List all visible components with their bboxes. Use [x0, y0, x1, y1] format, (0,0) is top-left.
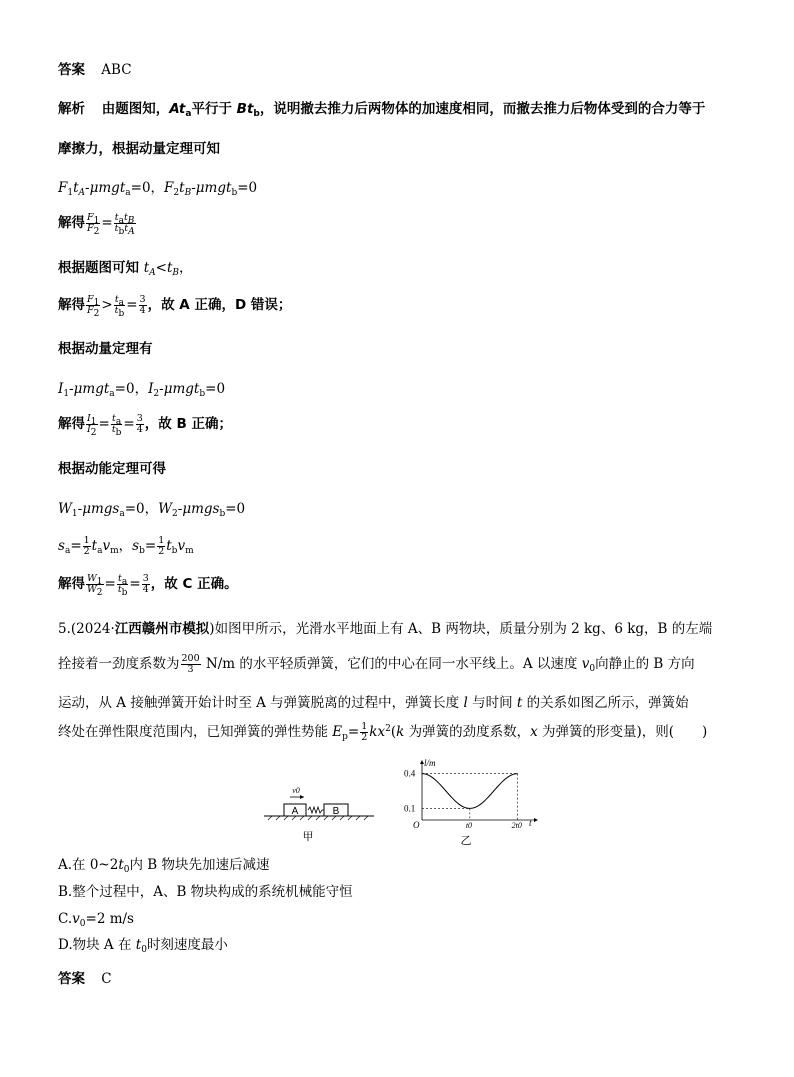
equation-impulse-ratio: 解得 $\frac{I_1}{I_2}$ = $\frac{t_a}{t_b}$ = $\frac{3}{4}$ ，故 B 正确；: [58, 413, 232, 438]
y-tick-0.1: 0.1: [404, 803, 416, 814]
answer-label: 答案: [58, 62, 85, 78]
series-line: [422, 774, 518, 809]
velocity-label: v0: [292, 786, 300, 795]
option-b: B.整个过程中，A、B 物块构成的系统机械能守恒: [58, 884, 353, 900]
block-b-label: B: [332, 806, 340, 817]
equation-force-ineq: 解得 $\frac{F_1}{F_2}$ > $\frac{t_a}{t_b}$ = $\frac{3}{4}$ ，故 A 正确，D 错误；: [58, 294, 292, 319]
answer-label: 答案: [58, 971, 85, 987]
spring: [308, 807, 324, 813]
question-line-4: 终处在弹性限度范围内，已知弹簧的弹性势能 $E_p=$ $\frac{1}{2}$ $kx^2(k$ 为弹簧的劲度系数，x 为弹簧的形变量)，则( ): [58, 721, 708, 743]
question-line-1: 5.(2024·江西赣州市模拟)如图甲所示，光滑水平地面上有 A、B 两物块，质量分别为 2 kg、6 kg，B 的左端: [58, 621, 713, 637]
equation-momentum-force: $F_1t_A-\mu mgt_a=0$，$F_2t_B-\mu mgt_b=0$: [58, 180, 258, 198]
analysis-line-5: 根据题图可知 $t_A<t_B$，: [58, 260, 193, 278]
y-axis-label: l/m: [424, 758, 436, 768]
origin-label: O: [413, 820, 420, 830]
answer-value: ABC: [101, 62, 132, 78]
block-a-label: A: [291, 806, 299, 817]
equation-work: $W_1-\mu mgs_a=0$，$W_2-\mu mgs_b=0$: [58, 501, 246, 519]
answer-value: C: [101, 971, 112, 987]
chart-marks: [422, 774, 518, 809]
equation-force-ratio: 解得 $\frac{F_1}{F_2}$ = $\frac{t_at_B}{t_bt_A}$: [58, 212, 135, 237]
x-tick-t0: t0: [465, 821, 473, 830]
analysis-line-10: 根据动能定理可得: [58, 461, 166, 477]
analysis-line-7: 根据动量定理有: [58, 341, 153, 357]
velocity-arrowhead: [300, 795, 304, 799]
option-a: A.在 $0\sim 2t_0$内 B 物块先加速后减速: [58, 857, 270, 875]
question-number: 5.(2024·江西赣州市模拟): [58, 621, 215, 637]
x-axis-arrow: [534, 818, 538, 822]
option-d: D.物块 A 在 $t_0$时刻速度最小: [58, 937, 228, 955]
equation-displacement: $s_a=$ $\frac{1}{2}$ $t_av_m$，$s_b=$ $\frac{1}{2}$ $t_bv_m$: [58, 535, 194, 557]
equation-work-ratio: 解得 $\frac{W_1}{W_2}$ = $\frac{t_a}{t_b}$ = $\frac{3}{4}$ ，故 C 正确。: [58, 573, 238, 598]
figure-yi-chart: [398, 758, 538, 848]
question-line-3: 运动，从 A 接触弹簧开始计时至 A 与弹簧脱离的过程中，弹簧长度 l 与时间 t 的关系如图乙所示，弹簧始: [58, 695, 689, 711]
x-tick-2t0: 2t0: [511, 821, 522, 830]
x-axis-label: t: [529, 818, 532, 828]
equation-impulse: $I_1-\mu mgt_a=0$，$I_2-\mu mgt_b=0$: [58, 381, 226, 399]
option-c: $C.v_0=2$ m/s: [58, 911, 134, 929]
ground-hatch: [268, 816, 368, 820]
analysis-line-1: 解析 由题图知，$At_a$平行于 $Bt_b$，说明撤去推力后两物体的加速度相同，而撤去推力后物体受到的合力等于: [58, 101, 706, 119]
label-jia: 甲: [302, 830, 314, 843]
figure-jia: [262, 782, 378, 844]
analysis-line-2: 摩擦力，根据动量定理可知: [58, 141, 220, 157]
y-tick-0.4: 0.4: [404, 768, 416, 779]
chart-axes: [420, 760, 538, 822]
answer-line-2: [58, 969, 112, 989]
question-line-2: 拴接着一劲度系数为 $\frac{200}{3}$ N/m 的水平轻质弹簧，它们的中心在同一水平线上。A 以速度 $v_0$向静止的 B 方向: [58, 653, 695, 675]
answer-line-1: [58, 60, 132, 80]
label-yi: 乙: [460, 834, 472, 847]
analysis-label: 解析: [58, 101, 85, 117]
